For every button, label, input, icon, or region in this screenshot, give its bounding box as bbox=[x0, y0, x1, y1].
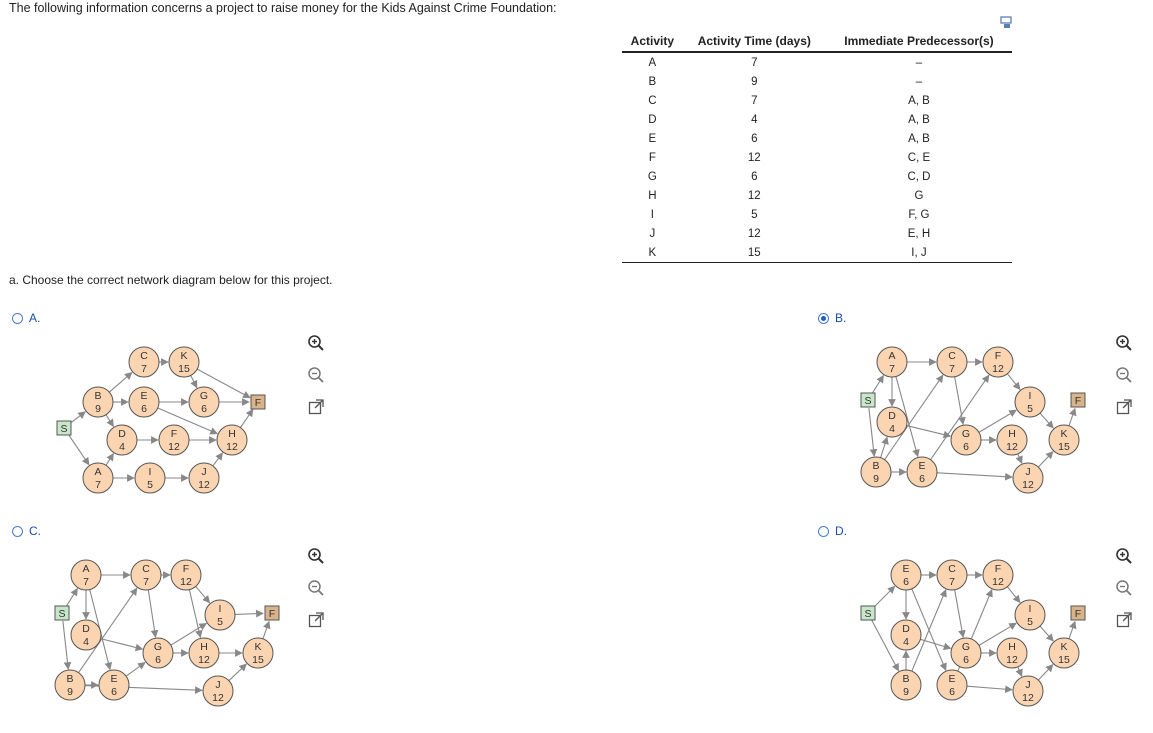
node-time: 5 bbox=[147, 479, 153, 491]
node-time: 9 bbox=[873, 473, 879, 485]
node-time: 6 bbox=[155, 654, 161, 666]
edge-K-FIN bbox=[1069, 408, 1075, 425]
open-external-icon[interactable] bbox=[307, 611, 325, 629]
node-letter: G bbox=[199, 390, 209, 402]
node-time: 4 bbox=[903, 636, 909, 648]
node-G bbox=[189, 387, 219, 417]
network-diagram-a bbox=[52, 340, 292, 500]
radio-icon[interactable] bbox=[12, 313, 23, 324]
edge-A-J bbox=[967, 686, 1012, 690]
edge-J-H bbox=[213, 453, 223, 466]
node-E bbox=[129, 387, 159, 417]
node-C bbox=[131, 560, 161, 590]
cell-activity: J bbox=[649, 227, 656, 240]
cell-predecessors: F, G bbox=[908, 208, 930, 221]
node-S bbox=[57, 421, 71, 435]
node-time: 4 bbox=[83, 636, 89, 648]
node-H bbox=[217, 425, 247, 455]
node-time: 5 bbox=[217, 616, 223, 628]
node-time: 7 bbox=[143, 576, 149, 588]
edge-H-J bbox=[1018, 667, 1022, 676]
node-D bbox=[891, 620, 921, 650]
zoom-in-icon[interactable] bbox=[1115, 547, 1133, 565]
node-F bbox=[171, 560, 201, 590]
node-time: 6 bbox=[111, 686, 117, 698]
open-external-icon[interactable] bbox=[307, 398, 325, 416]
edge-S-E bbox=[874, 586, 895, 607]
node-time: 12 bbox=[198, 654, 210, 666]
edge-F-I bbox=[196, 586, 210, 602]
open-external-icon[interactable] bbox=[1115, 611, 1133, 629]
node-C bbox=[129, 347, 159, 377]
edge-B-D bbox=[106, 415, 113, 427]
edge-F-I bbox=[1007, 587, 1020, 603]
radio-icon[interactable] bbox=[12, 526, 23, 537]
node-B bbox=[55, 670, 85, 700]
cell-time: 5 bbox=[751, 208, 758, 221]
node-time: 7 bbox=[949, 363, 955, 375]
edge-F-I bbox=[1007, 374, 1020, 390]
edge-E-G bbox=[126, 662, 145, 676]
node-time: 6 bbox=[963, 441, 969, 453]
node-FIN bbox=[265, 606, 279, 620]
node-B bbox=[891, 670, 921, 700]
node-G bbox=[951, 425, 981, 455]
node-letter: C bbox=[142, 563, 150, 575]
node-time: 7 bbox=[949, 576, 955, 588]
cell-time: 6 bbox=[751, 170, 758, 183]
node-time: 6 bbox=[903, 576, 909, 588]
cell-time: 6 bbox=[751, 132, 758, 145]
start-label: S bbox=[60, 423, 68, 435]
cell-activity: B bbox=[648, 75, 657, 88]
node-time: 12 bbox=[212, 692, 224, 704]
node-letter: F bbox=[994, 350, 1002, 362]
node-time: 12 bbox=[992, 363, 1004, 375]
node-time: 6 bbox=[919, 473, 925, 485]
cell-predecessors: A, B bbox=[908, 113, 930, 126]
radio-selected-icon[interactable] bbox=[818, 313, 829, 324]
node-time: 6 bbox=[963, 654, 969, 666]
edge-D-G bbox=[907, 426, 951, 437]
node-time: 9 bbox=[903, 686, 909, 698]
edge-H-FIN bbox=[240, 409, 252, 427]
header-time: Activity Time (days) bbox=[683, 32, 826, 52]
node-B bbox=[861, 457, 891, 487]
finish-label: F bbox=[268, 608, 276, 620]
node-letter: H bbox=[228, 428, 236, 440]
node-letter: E bbox=[918, 460, 926, 472]
edge-H-J bbox=[1018, 454, 1022, 463]
node-time: 15 bbox=[1058, 441, 1070, 453]
node-D bbox=[71, 620, 101, 650]
zoom-out-icon[interactable] bbox=[307, 366, 325, 384]
activity-table bbox=[622, 32, 1012, 263]
cell-time: 7 bbox=[751, 56, 758, 69]
node-FIN bbox=[251, 395, 265, 409]
node-G bbox=[951, 638, 981, 668]
edge-S-B bbox=[63, 621, 68, 669]
zoom-out-icon[interactable] bbox=[307, 579, 325, 597]
edge-J-K bbox=[229, 664, 247, 681]
node-letter: D bbox=[888, 410, 896, 422]
network-diagram-b bbox=[858, 340, 1098, 500]
node-letter: I bbox=[148, 466, 152, 478]
cell-activity: A bbox=[648, 56, 657, 69]
node-letter: I bbox=[218, 603, 222, 615]
node-letter: H bbox=[1008, 428, 1016, 440]
node-J bbox=[1013, 463, 1043, 493]
finish-label: F bbox=[1074, 395, 1082, 407]
option-a-label: A. bbox=[29, 311, 41, 325]
node-time: 7 bbox=[889, 363, 895, 375]
edge-S-B bbox=[70, 412, 85, 423]
node-D bbox=[107, 425, 137, 455]
node-A bbox=[83, 463, 113, 493]
cell-time: 9 bbox=[751, 75, 758, 88]
table-row bbox=[622, 72, 1012, 91]
node-letter: F bbox=[170, 428, 178, 440]
node-J bbox=[203, 676, 233, 706]
node-time: 4 bbox=[119, 441, 125, 453]
edge-B-D bbox=[881, 437, 888, 457]
edge-K-G bbox=[191, 375, 197, 387]
cell-activity: D bbox=[648, 113, 657, 126]
node-time: 12 bbox=[1006, 441, 1018, 453]
radio-icon[interactable] bbox=[818, 526, 829, 537]
node-letter: J bbox=[1025, 466, 1031, 478]
cell-activity: K bbox=[622, 243, 683, 263]
node-E bbox=[891, 560, 921, 590]
network-diagram-d bbox=[858, 553, 1098, 713]
cell-predecessors: A, B bbox=[908, 94, 930, 107]
node-letter: E bbox=[902, 563, 910, 575]
edge-J-K bbox=[1038, 452, 1053, 467]
node-letter: E bbox=[140, 390, 148, 402]
node-time: 6 bbox=[949, 686, 955, 698]
node-letter: D bbox=[82, 623, 90, 635]
node-E bbox=[99, 670, 129, 700]
node-letter: D bbox=[902, 623, 910, 635]
node-letter: A bbox=[94, 466, 102, 478]
node-time: 12 bbox=[226, 441, 238, 453]
node-letter: J bbox=[201, 466, 207, 478]
table-row bbox=[622, 186, 1012, 205]
option-c-label: C. bbox=[29, 524, 41, 538]
node-D bbox=[877, 407, 907, 437]
node-time: 6 bbox=[141, 403, 147, 415]
option-b-label: B. bbox=[835, 311, 847, 325]
table-row bbox=[622, 148, 1012, 167]
node-letter: K bbox=[1060, 428, 1068, 440]
cell-time: 7 bbox=[751, 94, 758, 107]
node-letter: J bbox=[215, 679, 221, 691]
question-text: a. Choose the correct network diagram below for this project. bbox=[9, 273, 333, 287]
node-letter: F bbox=[182, 563, 190, 575]
node-letter: E bbox=[110, 673, 118, 685]
node-F bbox=[983, 560, 1013, 590]
edge-I-K bbox=[1040, 626, 1053, 641]
option-c-radio[interactable] bbox=[12, 524, 41, 538]
node-letter: D bbox=[118, 428, 126, 440]
edge-C-G bbox=[955, 377, 964, 424]
node-I bbox=[1015, 600, 1045, 630]
node-time: 7 bbox=[95, 479, 101, 491]
cell-activity: G bbox=[647, 170, 657, 183]
edge-C-G bbox=[148, 590, 155, 637]
node-letter: G bbox=[961, 641, 971, 653]
node-letter: J bbox=[1025, 679, 1031, 691]
edge-D-G bbox=[920, 639, 950, 648]
node-letter: I bbox=[1028, 603, 1032, 615]
node-letter: C bbox=[948, 350, 956, 362]
node-letter: G bbox=[153, 641, 163, 653]
start-label: S bbox=[864, 395, 872, 407]
node-letter: H bbox=[1008, 641, 1016, 653]
node-letter: C bbox=[140, 350, 148, 362]
edge-B-C bbox=[109, 372, 132, 392]
intro-text: The following information concerns a project to raise money for the Kids Against Crime Foundation: bbox=[9, 1, 557, 15]
cell-time: 15 bbox=[683, 243, 826, 263]
node-J bbox=[1013, 676, 1043, 706]
node-letter: E bbox=[948, 673, 956, 685]
cell-activity: H bbox=[648, 189, 657, 202]
edge-S-A bbox=[66, 589, 77, 607]
node-time: 12 bbox=[992, 576, 1004, 588]
edge-J-K bbox=[1038, 665, 1053, 680]
node-letter: B bbox=[872, 460, 880, 472]
node-C bbox=[937, 560, 967, 590]
edge-S-B bbox=[869, 408, 874, 456]
node-A bbox=[877, 347, 907, 377]
cell-predecessors: E, H bbox=[907, 227, 931, 240]
cell-predecessors: – bbox=[915, 75, 923, 88]
option-b-radio[interactable] bbox=[818, 311, 846, 325]
edge-K-FIN bbox=[263, 621, 269, 638]
node-time: 12 bbox=[180, 576, 192, 588]
node-time: 5 bbox=[1027, 403, 1033, 415]
cell-predecessors: – bbox=[915, 56, 923, 69]
table-row bbox=[622, 110, 1012, 129]
cell-predecessors: C, D bbox=[907, 170, 931, 183]
node-H bbox=[997, 425, 1027, 455]
node-letter: B bbox=[902, 673, 910, 685]
node-I bbox=[205, 600, 235, 630]
table-row bbox=[622, 129, 1012, 148]
node-letter: B bbox=[94, 390, 102, 402]
start-label: S bbox=[864, 608, 872, 620]
node-I bbox=[1015, 387, 1045, 417]
edge-A-D bbox=[106, 454, 113, 466]
node-A bbox=[937, 670, 967, 700]
edge-I-K bbox=[1040, 413, 1053, 428]
node-K bbox=[169, 347, 199, 377]
edge-S-A bbox=[872, 376, 883, 394]
node-time: 15 bbox=[1058, 654, 1070, 666]
print-icon[interactable] bbox=[1000, 16, 1014, 30]
node-letter: K bbox=[254, 641, 262, 653]
node-H bbox=[997, 638, 1027, 668]
table-row bbox=[622, 91, 1012, 110]
cell-activity: F bbox=[648, 151, 656, 164]
cell-predecessors: A, B bbox=[908, 132, 930, 145]
edge-I-FIN bbox=[235, 613, 263, 614]
node-F bbox=[983, 347, 1013, 377]
zoom-out-icon[interactable] bbox=[1115, 366, 1133, 384]
node-time: 15 bbox=[252, 654, 264, 666]
node-letter: I bbox=[1028, 390, 1032, 402]
edge-D-G bbox=[101, 639, 143, 649]
cell-activity: C bbox=[648, 94, 657, 107]
node-B bbox=[83, 387, 113, 417]
node-F bbox=[159, 425, 189, 455]
table-row bbox=[622, 167, 1012, 186]
node-letter: C bbox=[948, 563, 956, 575]
edge-E-J bbox=[937, 473, 1012, 477]
node-letter: F bbox=[994, 563, 1002, 575]
node-time: 4 bbox=[889, 423, 895, 435]
node-letter: K bbox=[1060, 641, 1068, 653]
node-letter: G bbox=[961, 428, 971, 440]
network-diagram-c bbox=[52, 553, 292, 713]
node-time: 12 bbox=[1022, 692, 1034, 704]
finish-label: F bbox=[254, 397, 262, 409]
open-external-icon[interactable] bbox=[1115, 398, 1133, 416]
table-row bbox=[622, 224, 1012, 243]
node-FIN bbox=[1071, 393, 1085, 407]
node-time: 5 bbox=[1027, 616, 1033, 628]
node-time: 9 bbox=[67, 686, 73, 698]
node-K bbox=[1049, 425, 1079, 455]
header-predecessors: Immediate Predecessor(s) bbox=[826, 32, 1012, 52]
node-E bbox=[907, 457, 937, 487]
cell-time: 12 bbox=[747, 189, 761, 202]
edge-K-FIN bbox=[1069, 621, 1075, 638]
node-time: 7 bbox=[141, 363, 147, 375]
cell-time: 4 bbox=[751, 113, 758, 126]
option-a-radio[interactable] bbox=[12, 311, 40, 325]
cell-activity: E bbox=[648, 132, 657, 145]
zoom-in-icon[interactable] bbox=[307, 334, 325, 352]
node-letter: A bbox=[888, 350, 896, 362]
table-row bbox=[622, 205, 1012, 224]
node-time: 12 bbox=[1022, 479, 1034, 491]
table-row bbox=[622, 243, 1012, 263]
node-time: 12 bbox=[1006, 654, 1018, 666]
node-H bbox=[189, 638, 219, 668]
table-header-row bbox=[622, 32, 1012, 52]
table-row bbox=[622, 52, 1012, 72]
node-letter: A bbox=[82, 563, 90, 575]
header-activity: Activity bbox=[622, 32, 683, 52]
node-C bbox=[937, 347, 967, 377]
node-G bbox=[143, 638, 173, 668]
node-time: 9 bbox=[95, 403, 101, 415]
node-S bbox=[861, 393, 875, 407]
node-letter: H bbox=[200, 641, 208, 653]
cell-predecessors: C, E bbox=[907, 151, 931, 164]
zoom-in-icon[interactable] bbox=[307, 547, 325, 565]
node-time: 12 bbox=[168, 441, 180, 453]
node-time: 7 bbox=[83, 576, 89, 588]
edge-C-G bbox=[955, 590, 964, 637]
zoom-out-icon[interactable] bbox=[1115, 579, 1133, 597]
node-J bbox=[189, 463, 219, 493]
cell-time: 12 bbox=[747, 151, 761, 164]
finish-label: F bbox=[1074, 608, 1082, 620]
node-S bbox=[861, 606, 875, 620]
node-time: 12 bbox=[198, 479, 210, 491]
cell-predecessors: G bbox=[914, 189, 924, 202]
node-I bbox=[135, 463, 165, 493]
option-d-radio[interactable] bbox=[818, 524, 847, 538]
edge-S-A bbox=[68, 435, 89, 465]
cell-activity: I bbox=[650, 208, 654, 221]
node-letter: K bbox=[180, 350, 188, 362]
cell-predecessors: I, J bbox=[826, 243, 1012, 263]
node-FIN bbox=[1071, 606, 1085, 620]
start-label: S bbox=[58, 608, 66, 620]
node-letter: B bbox=[66, 673, 74, 685]
zoom-in-icon[interactable] bbox=[1115, 334, 1133, 352]
node-K bbox=[1049, 638, 1079, 668]
option-d-label: D. bbox=[835, 524, 847, 538]
node-K bbox=[243, 638, 273, 668]
cell-time: 12 bbox=[747, 227, 761, 240]
node-time: 6 bbox=[201, 403, 207, 415]
node-A bbox=[71, 560, 101, 590]
node-time: 15 bbox=[178, 363, 190, 375]
node-S bbox=[55, 606, 69, 620]
